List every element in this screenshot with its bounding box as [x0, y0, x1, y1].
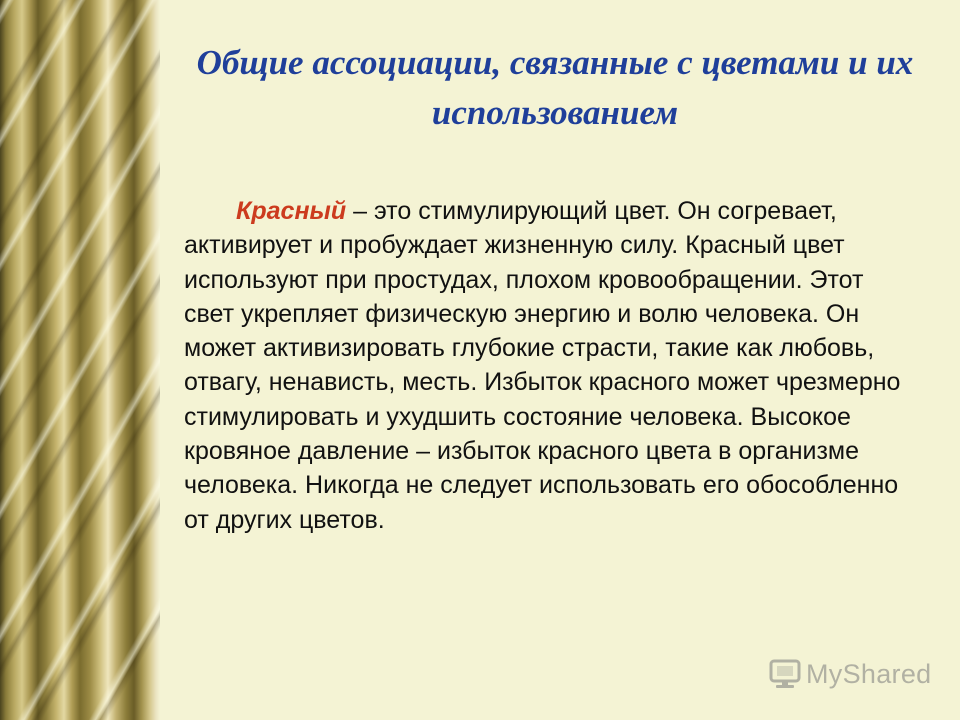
paragraph-text: – это стимулирующий цвет. Он согревает, активирует и пробуждает жизненную силу. Красный цвет используют при простудах, плохом кровообращении. Этот свет укрепляет физическую энергию и волю человека. Он может активизировать глубокие страсти, такие как любовь, отвагу, ненависть, месть. Избыток красного может чрезмерно стимулировать и ухудшить состояние человека. Высокое кровяное давление – избыток красного цвета в организме человека. Никогда не следует использовать его обособленно от других цветов.	[184, 197, 901, 534]
watermark-logo	[768, 656, 931, 692]
watermark-text: MyShared	[806, 658, 932, 689]
slide-body-paragraph	[184, 194, 914, 537]
slide-title: Общие ассоциации, связанные с цветами и их использованием	[196, 43, 914, 132]
lead-word: Красный	[236, 197, 347, 225]
border-stripes	[0, 0, 160, 720]
monitor-icon	[768, 658, 802, 690]
decorative-border	[0, 0, 160, 720]
